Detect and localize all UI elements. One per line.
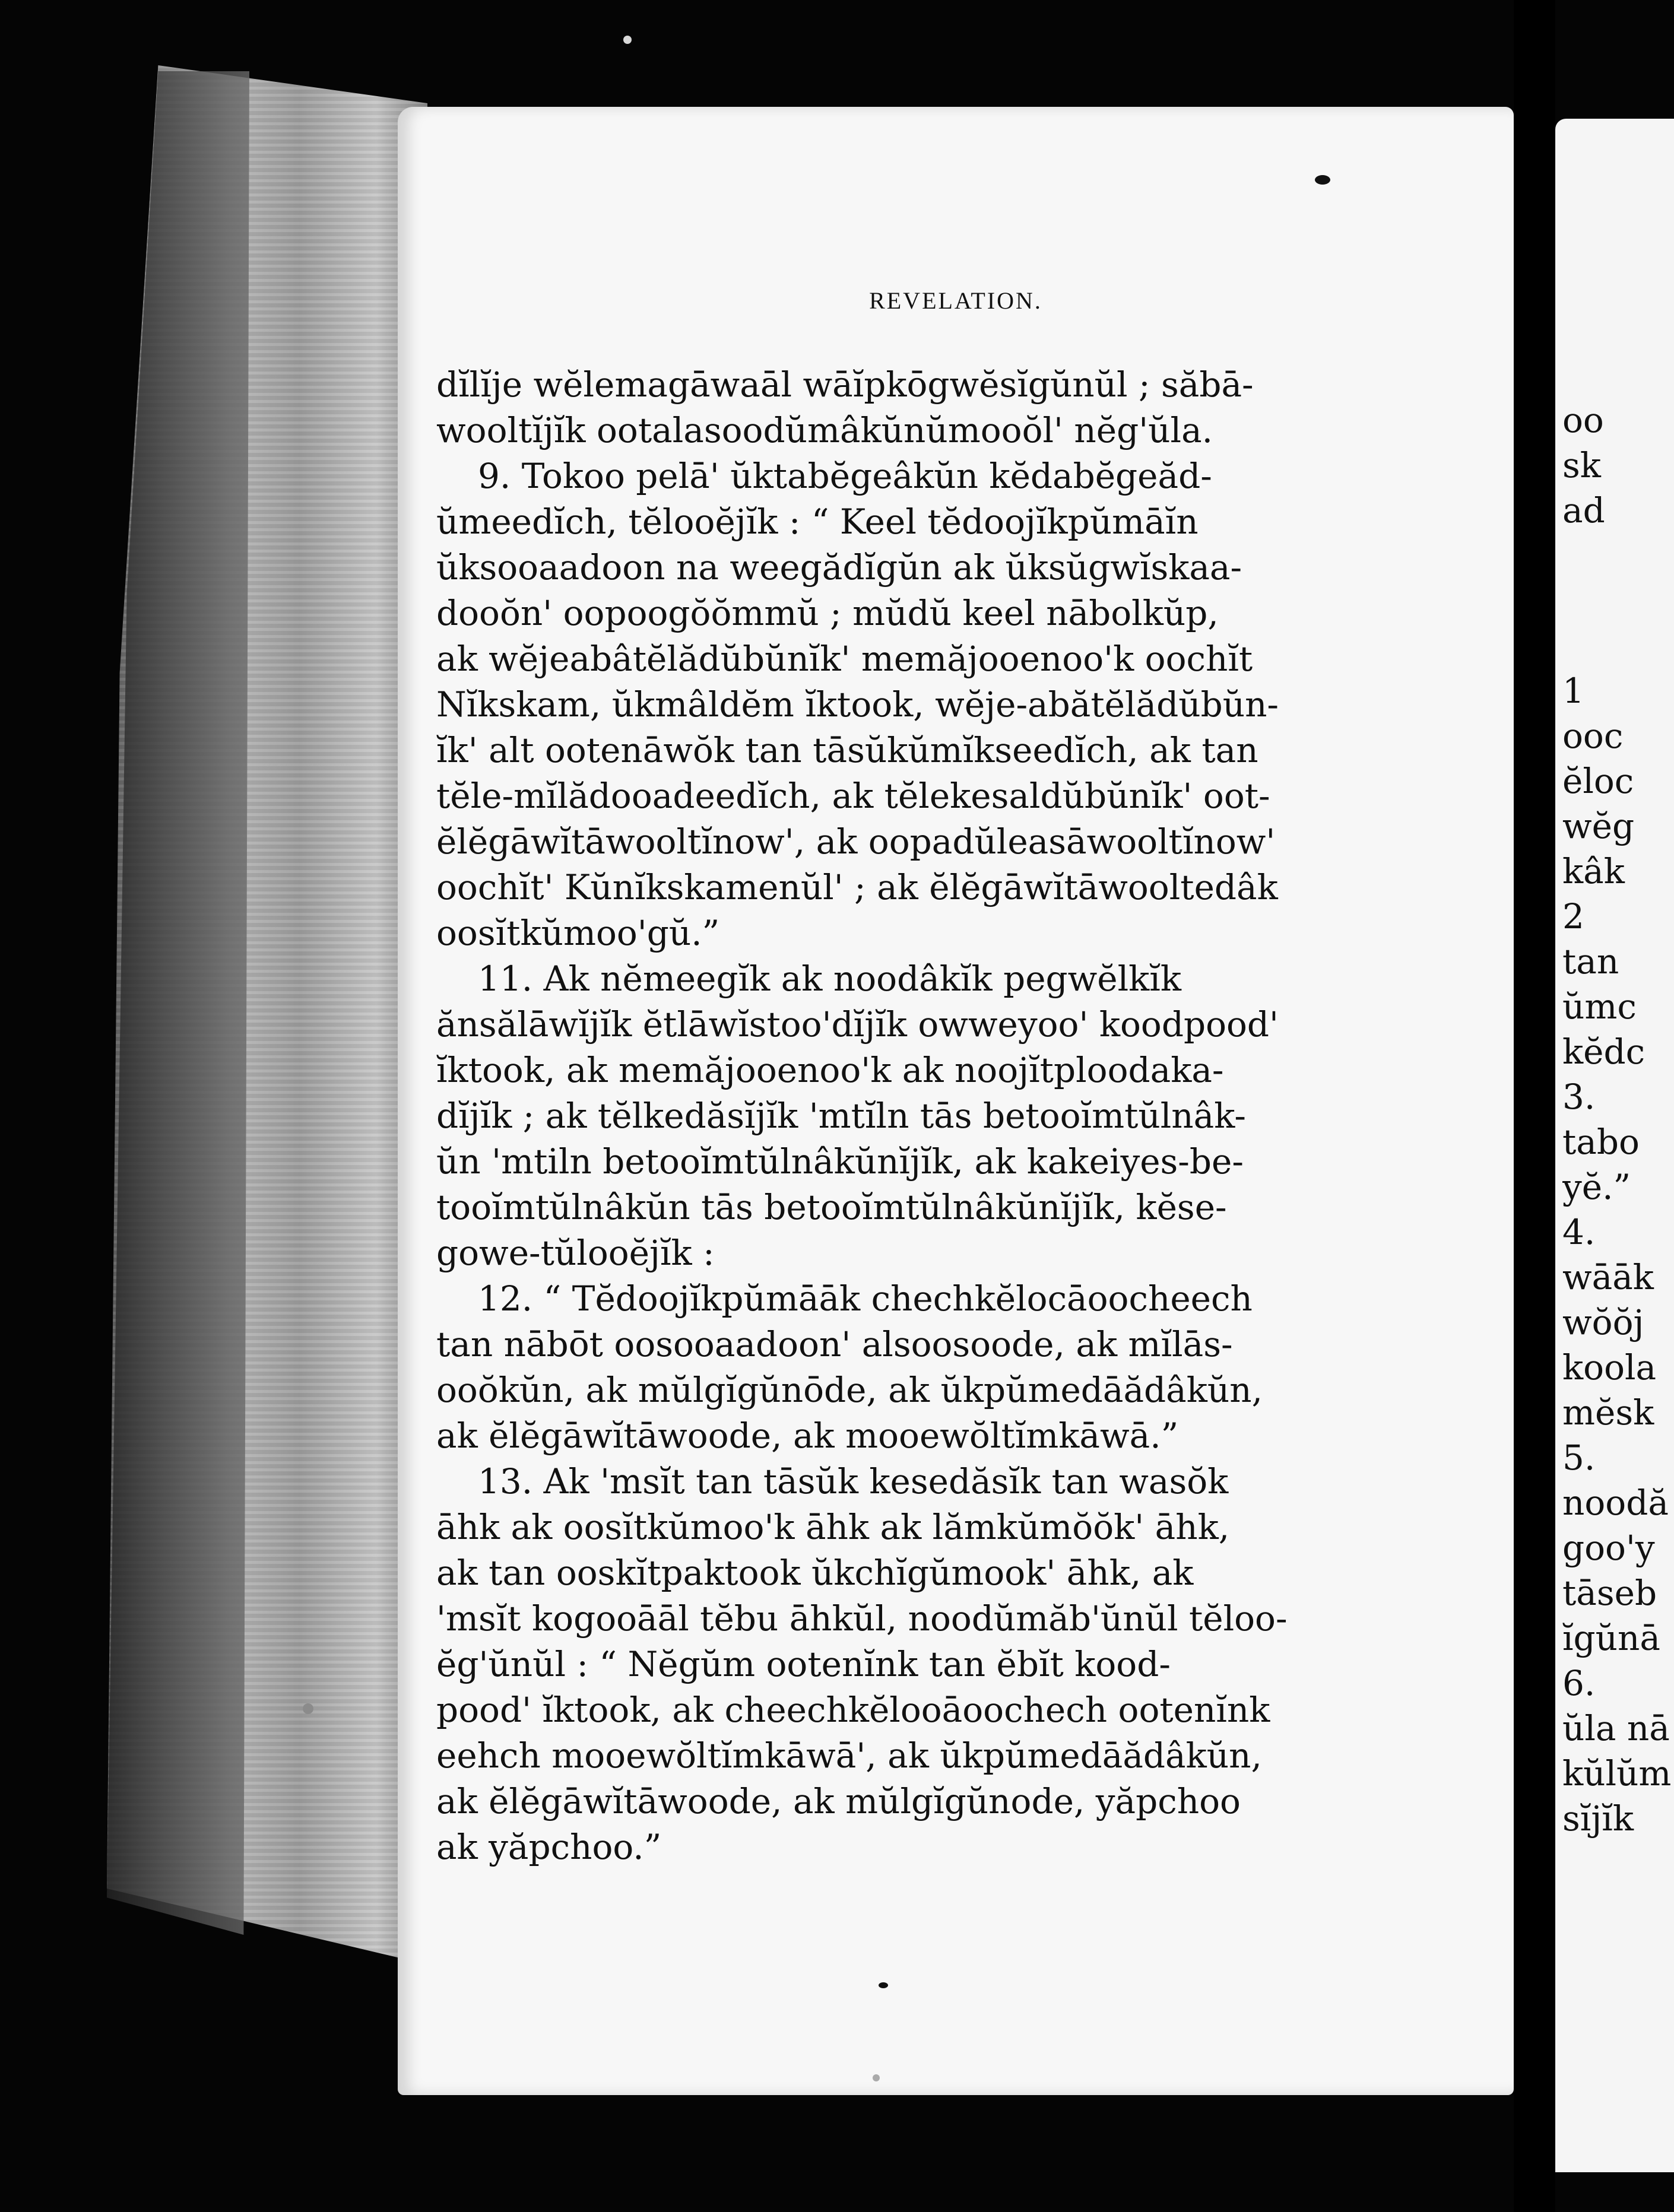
right-page-line: ad xyxy=(1562,490,1605,531)
main-text-line: tan nābōt oosooaadoon' alsoosoode, ak mĭlās- xyxy=(436,1324,1233,1364)
main-text-line: pood' ĭktook, ak cheechkĕlooāoochech ootenĭnk xyxy=(436,1690,1270,1730)
right-page-fragment xyxy=(1555,119,1674,2172)
right-page-line xyxy=(1562,623,1674,668)
scan-speck xyxy=(873,2074,880,2081)
main-text-block xyxy=(436,362,1339,1870)
main-text-line: 9. Tokoo pelā' ŭktabĕgeâkŭn kĕdabĕgeăd- xyxy=(478,456,1212,496)
right-page-line: 6. xyxy=(1562,1663,1596,1703)
page-header: REVELATION. xyxy=(869,287,1042,314)
right-page-line: ooc xyxy=(1562,716,1624,756)
right-page-line: sk xyxy=(1562,445,1601,485)
scan-speck xyxy=(623,36,632,44)
main-text-line: ŭmeedĭch, tĕlooĕjĭk : “ Keel tĕdoojĭkpŭmāĭn xyxy=(436,502,1199,542)
main-text-line: dĭlĭje wĕlemagāwaāl wāĭpkōgwĕsĭgŭnŭl ; săbā- xyxy=(436,364,1254,405)
right-page-line: noodă xyxy=(1562,1483,1669,1523)
right-page-line: 4. xyxy=(1562,1212,1596,1252)
right-page-line: ŭla nā xyxy=(1562,1708,1670,1748)
right-page-line: wĕg xyxy=(1562,806,1635,846)
right-page-line: 3. xyxy=(1562,1077,1596,1117)
main-text-line: dĭjĭk ; ak tĕlkedăsĭjĭk 'mtĭln tās betooĭmtŭlnâk- xyxy=(436,1096,1246,1136)
right-page-line: wāāk xyxy=(1562,1257,1654,1297)
right-page-line: tāseb xyxy=(1562,1573,1657,1613)
ink-dot-bottom xyxy=(879,1982,888,1988)
right-page-line: sĭjĭk xyxy=(1562,1798,1634,1839)
main-text-line: ooŏkŭn, ak mŭlgĭgŭnōde, ak ŭkpŭmedāădâkŭn, xyxy=(436,1370,1263,1410)
main-text-line: 'msĭt kogooāāl tĕbu āhkŭl, noodŭmăb'ŭnŭl tĕloo- xyxy=(436,1598,1288,1639)
right-page-line: 1 xyxy=(1562,671,1584,711)
main-text-line: 11. Ak nĕmeegĭk ak noodâkĭk pegwĕlkĭk xyxy=(478,959,1182,999)
main-text-line: ĕg'ŭnŭl : “ Nĕgŭm ootenĭnk tan ĕbĭt kood- xyxy=(436,1644,1171,1684)
right-page-line: ŭmc xyxy=(1562,986,1637,1027)
right-page-line: kĕdc xyxy=(1562,1032,1646,1072)
main-text-line: ŭksooaadoon na weegădĭgŭn ak ŭksŭgwĭskaa- xyxy=(436,547,1242,588)
book-gutter xyxy=(1514,0,1555,2212)
left-page-edge-shadow xyxy=(107,71,249,1935)
main-text-line: ak yăpchoo.” xyxy=(436,1827,662,1867)
right-page-line: 5. xyxy=(1562,1437,1596,1478)
main-page xyxy=(398,107,1514,2095)
main-text-line: ŭn 'mtiln betooĭmtŭlnâkŭnĭjĭk, ak kakeiyes-be- xyxy=(436,1141,1244,1182)
right-page-line: yĕ.” xyxy=(1562,1167,1631,1207)
main-text-line: ak ĕlĕgāwĭtāwoode, ak mŭlgĭgŭnode, yăpchoo xyxy=(436,1781,1241,1821)
right-page-line: ĭgŭnā xyxy=(1562,1618,1660,1658)
right-page-line: koola xyxy=(1562,1347,1657,1388)
main-text-line: āhk ak oosĭtkŭmoo'k āhk ak lămkŭmŏŏk' āhk, xyxy=(436,1507,1230,1547)
main-text-line: wooltĭjĭk ootalasoodŭmâkŭnŭmooŏl' nĕg'ŭla. xyxy=(436,410,1213,450)
right-page-text xyxy=(1562,398,1674,1841)
right-page-line: wŏŏj xyxy=(1562,1302,1644,1343)
right-page-line xyxy=(1562,533,1674,578)
ink-dot-top xyxy=(1315,175,1330,185)
right-page-line: kŭlŭm xyxy=(1562,1753,1672,1794)
right-page-line: kâk xyxy=(1562,851,1625,891)
right-page-line: oo xyxy=(1562,400,1604,440)
main-text-line: eehch mooewŏltĭmkāwā', ak ŭkpŭmedāădâkŭn, xyxy=(436,1735,1262,1776)
right-page-line: mĕsk xyxy=(1562,1392,1654,1433)
right-page-line: tan xyxy=(1562,941,1619,982)
main-text-line: oosĭtkŭmoo'gŭ.” xyxy=(436,913,720,953)
main-text-line: oochĭt' Kŭnĭkskamenŭl' ; ak ĕlĕgāwĭtāwooltedâk xyxy=(436,867,1278,907)
main-text-line: dooŏn' oopoogŏŏmmŭ ; mŭdŭ keel nābolkŭp, xyxy=(436,593,1219,633)
main-text-line: ĕlĕgāwĭtāwooltĭnow', ak oopadŭleasāwooltĭnow' xyxy=(436,821,1276,862)
main-text-line: 13. Ak 'msĭt tan tāsŭk kesedăsĭk tan wasŏk xyxy=(478,1461,1229,1502)
main-text-line: ak tan ooskĭtpaktook ŭkchĭgŭmook' āhk, ak xyxy=(436,1553,1194,1593)
main-text-line: Nĭkskam, ŭkmâldĕm ĭktook, wĕje-abătĕlădŭbŭn- xyxy=(436,684,1279,725)
right-page-line: goo'y xyxy=(1562,1528,1655,1568)
right-page-line: tabo xyxy=(1562,1122,1640,1162)
main-text-line: ĭktook, ak memăjooenoo'k ak noojĭtploodaka- xyxy=(436,1050,1224,1090)
main-text-line: 12. “ Tĕdoojĭkpŭmāāk chechkĕlocāoocheech xyxy=(478,1278,1253,1319)
right-page-line xyxy=(1562,578,1674,623)
main-text-line: tooĭmtŭlnâkŭn tās betooĭmtŭlnâkŭnĭjĭk, kĕse- xyxy=(436,1187,1227,1227)
main-text-line: tĕle-mĭlădooadeedĭch, ak tĕlekesaldŭbŭnĭk' oot- xyxy=(436,776,1270,816)
right-page-line: ĕloc xyxy=(1562,761,1634,801)
right-page-line: 2 xyxy=(1562,896,1584,937)
main-text-line: ănsălāwĭjĭk ĕtlāwĭstoo'dĭjĭk owweyoo' koodpood' xyxy=(436,1004,1279,1045)
main-text-line: gowe-tŭlooĕjĭk : xyxy=(436,1233,715,1273)
scan-speck xyxy=(303,1703,313,1714)
main-text-line: ak ĕlĕgāwĭtāwoode, ak mooewŏltĭmkāwā.” xyxy=(436,1416,1179,1456)
main-text-line: ak wĕjeabâtĕlădŭbŭnĭk' memăjooenoo'k oochĭt xyxy=(436,639,1253,679)
main-text-line: ĭk' alt ootenāwŏk tan tāsŭkŭmĭkseedĭch, ak tan xyxy=(436,730,1258,770)
